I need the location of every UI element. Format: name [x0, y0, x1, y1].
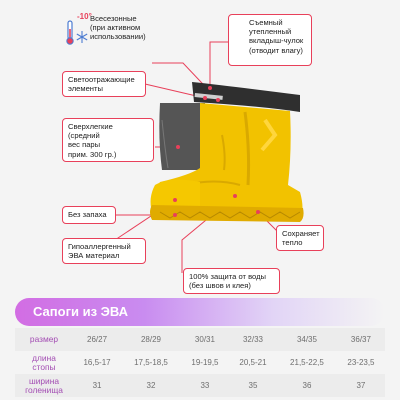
table-cell: 23-23,5	[347, 358, 375, 367]
size-table	[15, 328, 385, 397]
table-cell: 30/31	[181, 328, 229, 351]
table-cell: 36/37	[337, 328, 385, 351]
row-label: длина стопы	[32, 352, 56, 372]
connector-dot	[176, 145, 180, 149]
table-cell: 32/33	[229, 328, 277, 351]
table-cell: 37	[337, 374, 385, 397]
table-row	[15, 351, 385, 374]
callout-hypoallergenic: Гипоаллергенный ЭВА материал	[62, 238, 146, 264]
connector-dot	[203, 96, 207, 100]
callout-lightweight: Сверхлегкие (средний вес пары прим. 300 гр.)	[62, 118, 154, 162]
table-cell: 32	[121, 374, 181, 397]
row-label: размер	[15, 328, 73, 351]
callout-waterproof: 100% защита от воды (без швов и клея)	[183, 268, 280, 294]
table-cell: 19-19,5	[191, 358, 219, 367]
row-label: ширина голенища	[15, 374, 73, 397]
connector-dot	[216, 98, 220, 102]
table-cell: 20,5-21	[239, 358, 267, 367]
table-cell: 28/29	[121, 328, 181, 351]
table-cell: 36	[277, 374, 337, 397]
section-banner	[15, 298, 385, 326]
connector-dot	[233, 194, 237, 198]
table-cell: 34/35	[277, 328, 337, 351]
temperature-label: -10°	[77, 12, 92, 21]
table-cell: 16,5-17	[83, 358, 111, 367]
callout-all-season: Всесезонные (при активном использовании)	[90, 14, 146, 42]
connector-dot	[173, 198, 177, 202]
connector-dot	[173, 213, 177, 217]
callout-keeps-warm: Сохраняет тепло	[276, 225, 324, 251]
table-row	[15, 374, 385, 397]
table-cell: 35	[229, 374, 277, 397]
table-row	[15, 328, 385, 351]
table-cell: 33	[181, 374, 229, 397]
connector-dot	[208, 86, 212, 90]
table-cell: 26/27	[73, 328, 121, 351]
callout-removable-liner: Съемный утепленный вкладыш-чулок (отводит влагу)	[228, 14, 312, 66]
table-cell: 31	[73, 374, 121, 397]
callout-odorless: Без запаха	[62, 206, 116, 224]
table-cell: 21,5-22,5	[290, 358, 324, 367]
connector-dot	[256, 210, 260, 214]
banner-title: Сапоги из ЭВА	[33, 304, 129, 319]
callout-reflective: Светоотражающие элементы	[62, 71, 146, 97]
table-cell: 17,5-18,5	[134, 358, 168, 367]
